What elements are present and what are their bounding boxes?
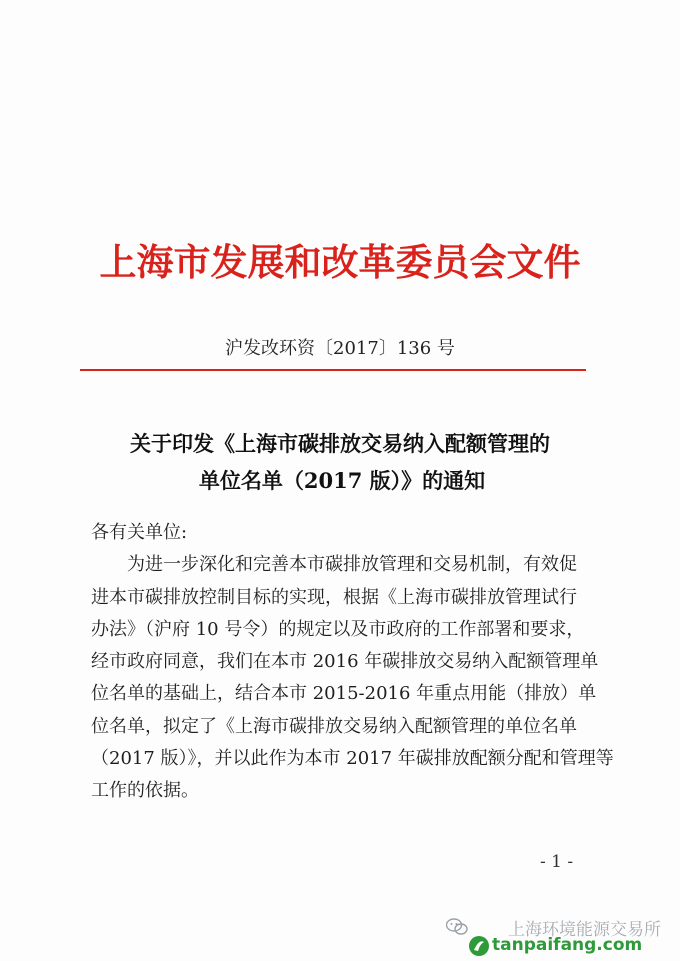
paragraph-line: 进本市碳排放控制目标的实现，根据《上海市碳排放管理试行 (91, 586, 577, 608)
watermark-site: tanpaifang.com (492, 935, 643, 955)
paragraph-line: （2017 版）》，并以此作为本市 2017 年碳排放配额分配和管理等 (91, 748, 614, 770)
body-paragraph (91, 549, 614, 807)
paragraph-line: 位名单，拟定了《上海市碳排放交易纳入配额管理的单位名单 (91, 715, 577, 737)
document-number: 沪发改环资〔2017〕136 号 (225, 338, 455, 359)
header-divider (80, 369, 586, 371)
tanpaifang-logo-icon (468, 935, 490, 957)
title-line-2: 单位名单（2017 版）》的通知 (198, 468, 486, 493)
document-header: 上海市发展和改革委员会文件 (99, 240, 581, 284)
salutation: 各有关单位: (91, 522, 188, 543)
paragraph-line: 位名单的基础上，结合本市 2015-2016 年重点用能（排放）单 (91, 683, 597, 705)
watermark-account-name: 上海环境能源交易所 (508, 920, 661, 940)
watermark (446, 912, 676, 960)
wechat-icon (446, 918, 468, 936)
paragraph-line: 办法》（沪府 10 号令）的规定以及市政府的工作部署和要求， (91, 618, 585, 640)
paragraph-line: 工作的依据。 (91, 780, 199, 802)
document-title (0, 425, 680, 499)
document-body (91, 517, 614, 808)
paragraph-line: 为进一步深化和完善本市碳排放管理和交易机制，有效促 (127, 554, 577, 576)
page-number: - 1 - (540, 852, 574, 872)
title-line-1: 关于印发《上海市碳排放交易纳入配额管理的 (130, 431, 550, 456)
paragraph-line: 经市政府同意，我们在本市 2016 年碳排放交易纳入配额管理单 (91, 651, 599, 673)
